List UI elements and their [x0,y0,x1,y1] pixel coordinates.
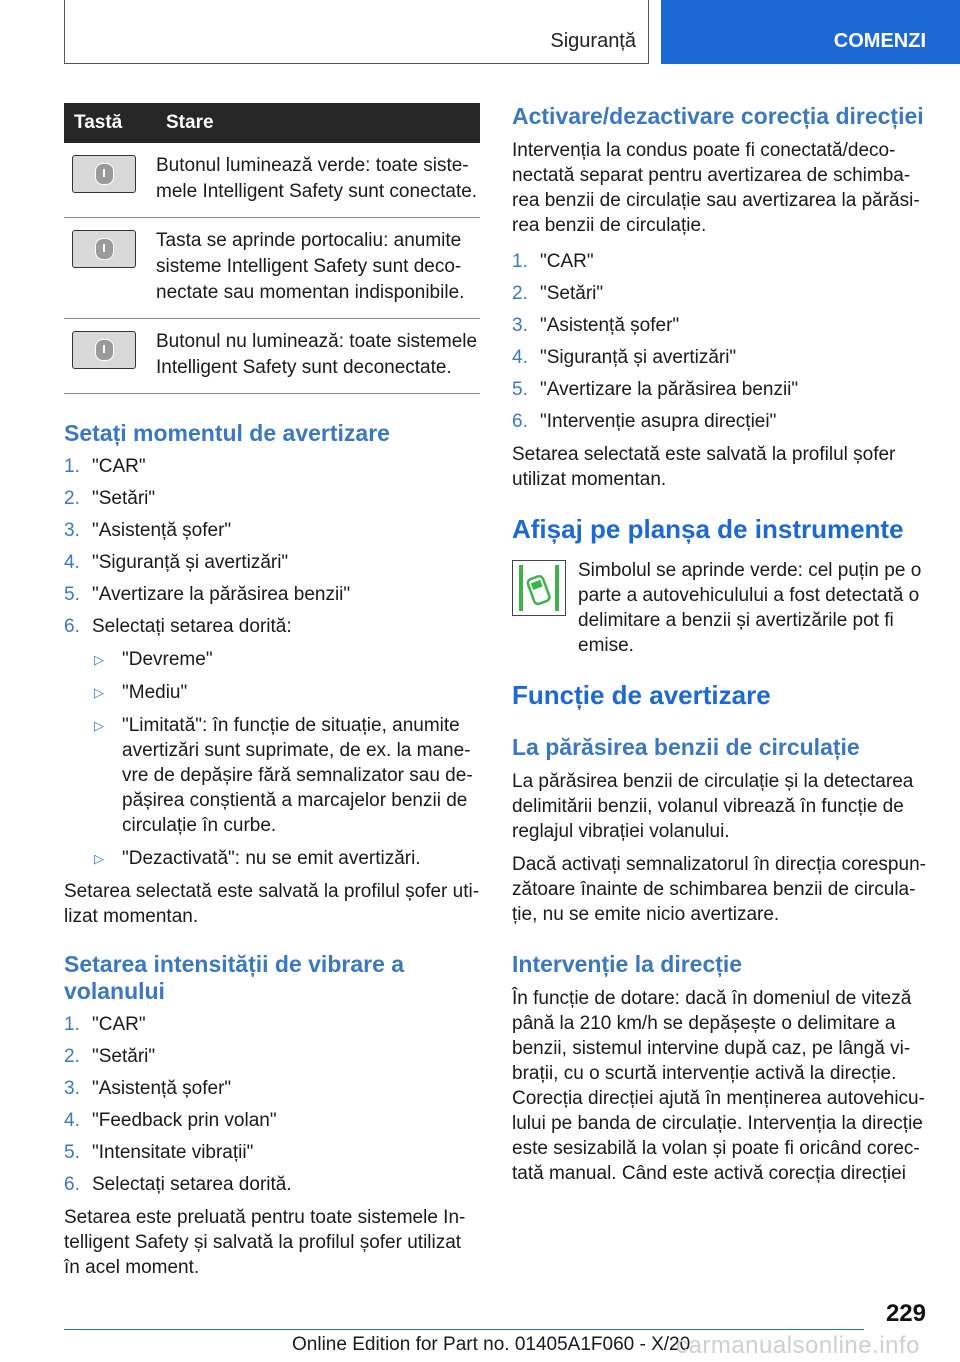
steering-correction-steps [512,246,926,438]
list-item: 2. "Setări" [64,1046,156,1067]
heading-warning-time: Setați momentul de avertizare [64,420,390,446]
header-border-bottom [64,63,649,64]
table-cell-state: Tasta se aprinde portocaliu: anumite sisteme Intelligent Safety sunt deconectate sau momentan indisponibile. [156,218,480,319]
leaving-lane-text-1: La părăsirea benzii de circulație și la detectarea delimitării benzii, volanul vibrează în funcție de reglajul vibrației volanului. [512,771,914,842]
list-item: 1. "CAR" [64,1014,146,1035]
triangle-bullet-icon: ▷ [94,685,104,700]
heading-steering-correction: Activare/dezactivare corecția direcției [512,103,924,129]
vibration-note: Setarea este preluată pentru toate sistemele Intelligent Safety și salvată la profilul șofer utilizat în acel moment. [64,1207,466,1278]
heading-instrument-display: Afișaj pe planșa de instrumente [512,514,904,544]
table-header-state: Stare [156,103,480,143]
warning-time-steps [64,451,480,643]
table-row [64,218,480,319]
warning-time-note: Setarea selectată este salvată la profilul șofer utilizat momentan. [64,881,480,927]
steering-correction-intro: Intervenția la condus poate fi conectată/deconectată separat pentru avertizarea de schimbarea benzii de circulație sau avertizarea la părăsirea benzii de circulație. [512,140,920,236]
option-item: ▷ "Devreme" [94,649,213,670]
list-item: 5. "Avertizare la părăsirea benzii" [512,379,799,400]
option-item: ▷ "Mediu" [94,682,188,703]
chapter-tab[interactable] [661,0,960,64]
button-status-table [64,103,480,394]
triangle-bullet-icon: ▷ [94,718,104,733]
table-cell-state: Butonul nu luminează: toate sistemele Intelligent Safety sunt deconectate. [156,319,480,394]
footer-divider [64,1329,864,1330]
list-item: 3. "Asistență șofer" [64,520,232,541]
instrument-display-block [512,558,926,658]
list-item: 1. "CAR" [512,251,594,272]
list-item: 2. "Setări" [512,283,604,304]
list-item: 2. "Setări" [64,488,156,509]
leaving-lane-text-2: Dacă activați semnalizatorul în direcția corespunzătoare înainte de schimbarea benzii de circulație, nu se emite nicio avertizare. [512,854,926,925]
left-column [64,103,480,1280]
option-item: ▷ "Dezactivată": nu se emit avertizări. [94,848,421,869]
heading-warning-function: Funcție de avertizare [512,680,771,710]
table-row [64,319,480,394]
right-column [512,103,926,1186]
edition-info: Online Edition for Part no. 01405A1F060 - X/20 [292,1334,691,1355]
list-item: 3. "Asistență șofer" [64,1078,232,1099]
heading-leaving-lane: La părăsirea benzii de circulație [512,734,860,760]
driver-assist-button-off-icon [72,331,136,369]
steering-correction-note: Setarea selectată este salvată la profilul șofer utilizat momentan. [512,444,896,490]
list-item: 3. "Asistență șofer" [512,315,680,336]
driver-assist-button-green-icon [72,155,136,193]
driver-assist-button-orange-icon [72,230,136,268]
warning-time-options [92,647,480,871]
header-border-left [64,0,65,64]
list-item: 4. "Siguranță și avertizări" [64,552,289,573]
instrument-display-text: Simbolul se aprinde verde: cel puțin pe o parte a autovehiculului a fost detectată o delimitare a benzii și avertizările pot fi emise. [578,560,922,656]
triangle-bullet-icon: ▷ [94,652,104,667]
table-header-key: Tastă [64,103,156,143]
page-number: 229 [885,1300,926,1327]
vibration-steps [64,1009,480,1201]
list-item: 6. Selectați setarea dorită. [64,1174,292,1195]
list-item: 4. "Feedback prin volan" [64,1110,277,1131]
triangle-bullet-icon: ▷ [94,851,104,866]
heading-vibration-intensity: Setarea intensității de vibrare a volanului [64,951,405,1004]
list-item: 5. "Avertizare la părăsirea benzii" [64,584,351,605]
list-item: 5. "Intensitate vibrații" [64,1142,254,1163]
heading-steering-intervention: Intervenție la direcție [512,951,743,977]
option-item: ▷ "Limitată": în funcție de situație, anumite avertizări sunt suprimate, de ex. la manevre de depășire fără semnalizator sau depășirea conștientă a marcajelor benzii de circulație în curbe. [94,715,473,836]
list-item: 6. "Intervenție asupra direcției" [512,411,777,432]
watermark: carmanualsonline.info [676,1332,920,1359]
steering-intervention-text: În funcție de dotare: dacă în domeniul de viteză până la 210 km/h se depășește o delimitare a benzii, sistemul intervine după caz, pe lângă vibrații, cu o scurtă intervenție activă la direcție. Corecția direcției ajută în menținerea autovehiculului pe banda de circulație. Intervenția la direcție este sesizabilă la volan și poate fi oricând corectată manual. Când este activă corecția direcției [512,988,925,1184]
chapter-tab-label: COMENZI [833,30,926,52]
header-divider [648,0,649,64]
table-cell-state: Butonul luminează verde: toate sistemele Intelligent Safety sunt conectate. [156,143,480,218]
section-title: Siguranță [550,30,636,52]
lane-departure-warning-icon [512,560,566,616]
list-item: 4. "Siguranță și avertizări" [512,347,737,368]
list-item: 1. "CAR" [64,456,146,477]
list-item: 6. Selectați setarea dorită: [64,616,292,637]
table-row [64,143,480,218]
